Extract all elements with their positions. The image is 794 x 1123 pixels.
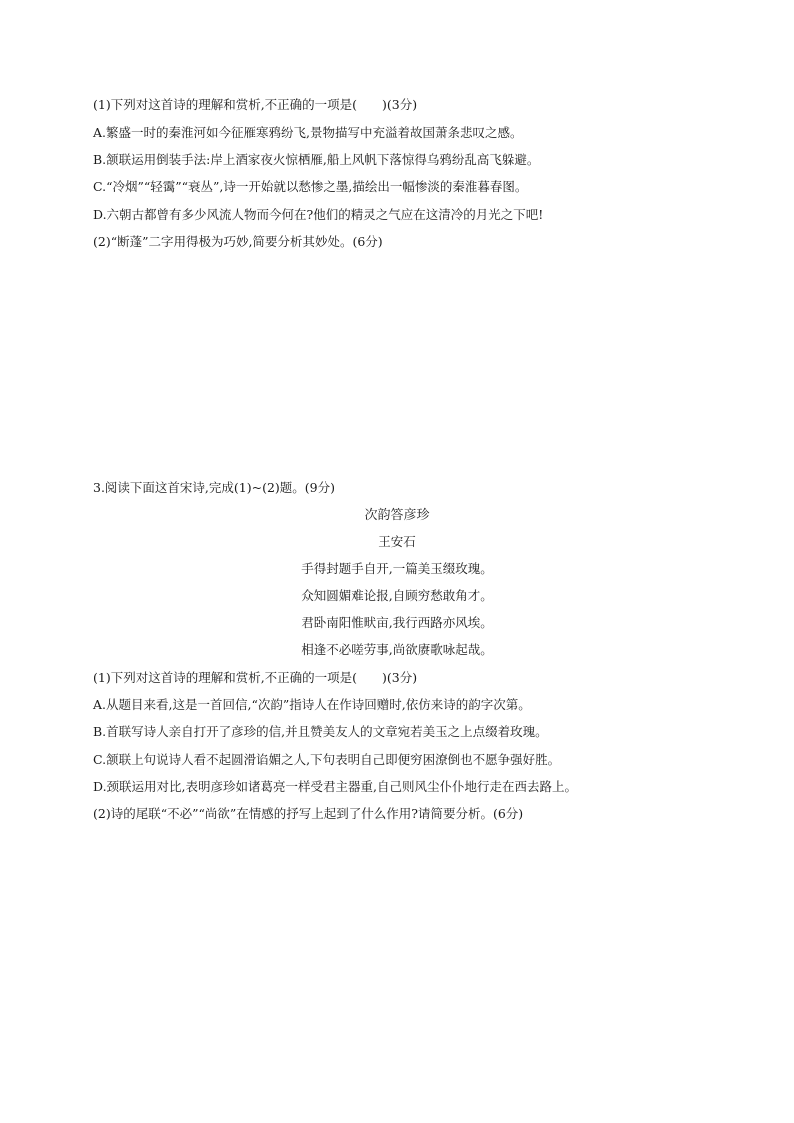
poem-title: 次韵答彦珍 [364, 508, 430, 523]
option-a: A.繁盛一时的秦淮河如今征雁寒鸦纷飞,景物描写中充溢着故国萧条悲叹之感。 [93, 125, 523, 140]
option-a: A.从题目来看,这是一首回信,“次韵”指诗人在作诗回赠时,依仿来诗的韵字次第。 [93, 697, 531, 712]
option-b: B.首联写诗人亲自打开了彦珍的信,并且赞美友人的文章宛若美玉之上点缀着玫瑰。 [93, 724, 548, 739]
option-d: D.六朝古都曾有多少风流人物而今何在?他们的精灵之气应在这清冷的月光之下吧! [93, 207, 544, 222]
poem-line-2: 众知圆媚难论报,自顾穷愁敢角才。 [301, 588, 493, 603]
option-c: C.“冷烟”“轻霭”“衰丛”,诗一开始就以愁惨之墨,描绘出一幅惨淡的秦淮暮春图。 [93, 179, 528, 194]
poem-line-4: 相逢不必嗟劳事,尚欲赓歌咏起哉。 [301, 642, 493, 657]
option-b: B.颔联运用倒装手法:岸上酒家夜火惊栖雁,船上风帆下落惊得乌鸦纷乱高飞躲避。 [93, 152, 540, 167]
option-d: D.颈联运用对比,表明彦珍如诸葛亮一样受君主器重,自己则风尘仆仆地行走在西去路上。 [93, 779, 577, 794]
poem-line-3: 君卧南阳惟畎亩,我行西路亦风埃。 [301, 615, 493, 630]
poem-line-1: 手得封题手自开,一篇美玉缀玫瑰。 [301, 561, 493, 576]
question-1-stem: (1)下列对这首诗的理解和赏析,不正确的一项是( )(3分) [93, 97, 418, 112]
question-2-stem: (2)诗的尾联“不必”“尚欲”在情感的抒写上起到了什么作用?请简要分析。(6分) [93, 806, 524, 821]
question-2-stem: (2)“断蓬”二字用得极为巧妙,简要分析其妙处。(6分) [93, 234, 383, 249]
question-3-header: 3.阅读下面这首宋诗,完成(1)~(2)题。(9分) [93, 480, 335, 495]
option-c: C.颔联上句说诗人看不起圆滑谄媚之人,下句表明自己即便穷困潦倒也不愿争强好胜。 [93, 752, 561, 767]
poem-author: 王安石 [378, 534, 416, 549]
question-1-stem: (1)下列对这首诗的理解和赏析,不正确的一项是( )(3分) [93, 670, 418, 685]
